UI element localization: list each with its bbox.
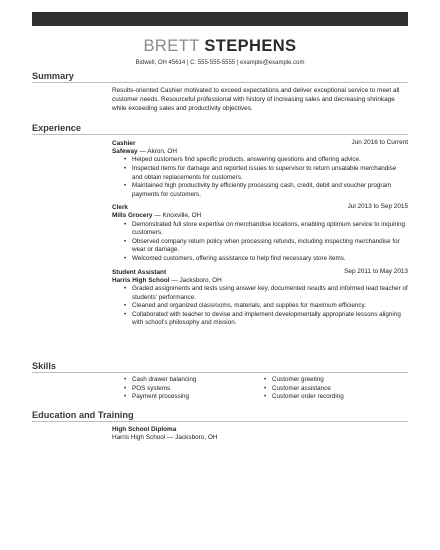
- skill-item: • Customer assistance: [264, 385, 392, 394]
- skill-item: • Customer order recording: [264, 393, 392, 402]
- company-name: Safeway: [112, 148, 138, 155]
- job-entry: [112, 268, 408, 328]
- job-company-line: [112, 212, 408, 220]
- job-company-line: [112, 148, 408, 156]
- job-entry: [112, 139, 408, 199]
- company-location: Jacksboro, OH: [179, 276, 222, 284]
- education-section: [32, 411, 408, 451]
- section-divider: [32, 82, 408, 83]
- company-name: Harris High School: [112, 276, 170, 284]
- first-name: BRETT: [143, 37, 200, 55]
- skill-item: • Cash drawer balancing: [124, 376, 252, 385]
- company-location: Akron, OH: [147, 148, 178, 155]
- bullet-item: • Cleaned and organized classrooms, materials, and supplies for maximum efficiency.: [124, 302, 408, 311]
- contact-info: Bidwell, OH 45614 | C: 555-555-5555 | example@example.com: [135, 60, 305, 66]
- section-divider: [32, 372, 408, 373]
- job-bullets: [124, 285, 408, 328]
- bullet-item: • Inspected items for damage and reported issues to supervisor to return unsalable merchandise and obtain replacements for customers.: [124, 165, 408, 182]
- bullet-item: • Maintained high productivity by efficiently processing cash, credit, debit and voucher program payments for customers.: [124, 182, 408, 199]
- section-divider: [32, 134, 408, 135]
- job-dates: Sep 2011 to May 2013: [344, 267, 408, 275]
- job-list: [112, 139, 408, 332]
- job-entry: [112, 203, 408, 263]
- school-location: Jacksboro, OH: [175, 434, 218, 442]
- skill-item: • Customer greeting: [264, 376, 392, 385]
- school-line: [112, 434, 408, 442]
- skill-item: • Payment processing: [124, 393, 252, 402]
- last-name: STEPHENS: [204, 37, 297, 55]
- section-title: Summary: [32, 71, 74, 81]
- job-title: Cashier: [112, 140, 136, 147]
- section-title: Education and Training: [32, 410, 134, 420]
- job-title: Clerk: [112, 204, 128, 212]
- skills-list-right: [264, 376, 392, 402]
- job-company-line: [112, 277, 408, 285]
- bullet-item: • Collaborated with teacher to devise and implement developmentally appropriate lessons aligning with school's philosophy and mission.: [124, 311, 408, 328]
- summary-section: [32, 72, 408, 122]
- job-bullets: [124, 156, 408, 199]
- job-bullets: [124, 221, 408, 264]
- section-title: Skills: [32, 361, 57, 371]
- bullet-item: • Observed company return policy when processing refunds, including inspecting merchandise for wear or damage.: [124, 238, 408, 255]
- separator: —: [137, 148, 148, 155]
- section-title: Experience: [32, 123, 82, 133]
- school-name: Harris High School: [112, 434, 166, 442]
- header-bar: [32, 12, 408, 26]
- job-dates: Jun 2016 to Current: [351, 139, 408, 146]
- bullet-item: • Demonstrated full store expertise on merchandise locations, enabling optimum service to inquiring customers.: [124, 221, 408, 238]
- bullet-item: • Graded assignments and tests using answer key, documented results and informed lead teacher of students' performance.: [124, 285, 408, 302]
- candidate-name: [0, 38, 440, 55]
- degree: High School Diploma: [112, 426, 177, 433]
- skills-section: [32, 362, 408, 406]
- section-divider: [32, 421, 408, 422]
- bullet-item: • Welcomed customers, offering assistance to help find necessary store items.: [124, 255, 408, 264]
- summary-text: Results-oriented Cashier motivated to exceed expectations and deliver exceptional service to meet all customer needs. Resourceful professional with history of increasing sales and decreasing shrinkage while exceeding sales and productivity objectives.: [112, 87, 400, 112]
- experience-section: [32, 124, 408, 360]
- company-location: Knoxville, OH: [162, 212, 202, 220]
- company-name: Mills Grocery: [112, 212, 153, 220]
- separator: —: [165, 434, 176, 442]
- job-title: Student Assistant: [112, 268, 167, 276]
- separator: —: [169, 276, 180, 284]
- bullet-item: • Helped customers find specific products, answering questions and offering advice.: [124, 156, 408, 165]
- job-dates: Jul 2013 to Sep 2015: [347, 203, 408, 211]
- skill-item: • POS systems: [124, 385, 252, 394]
- skills-list-left: [124, 376, 252, 402]
- separator: —: [152, 212, 163, 220]
